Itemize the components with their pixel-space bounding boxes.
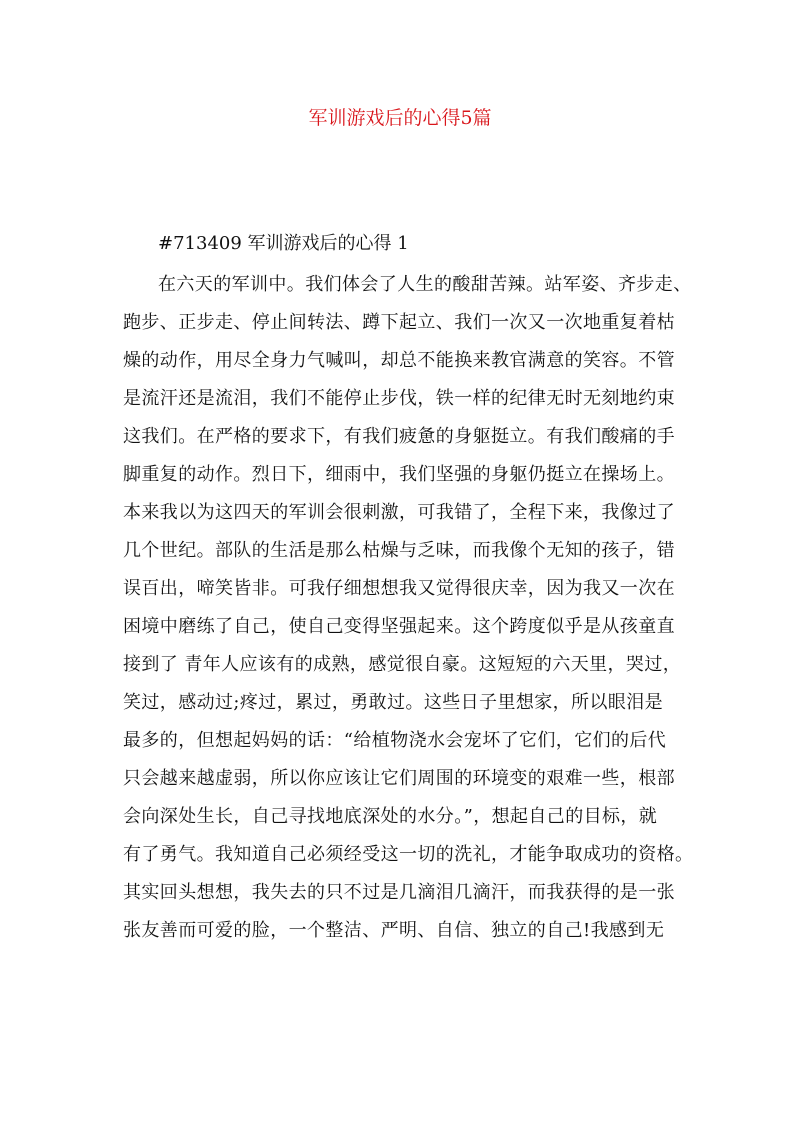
body-text [123,270,694,954]
document-title: 军训游戏后的心得5篇 [308,107,492,129]
paragraph-line: 这我们。在严格的要求下，有我们疲惫的身躯挺立。有我们酸痛的手 [123,426,675,447]
paragraph-line: 有了勇气。我知道自己必须经受这一切的洗礼，才能争取成功的资格。 [123,844,694,865]
paragraph-line: 脚重复的动作。烈日下，细雨中，我们坚强的身躯仍挺立在操场上。 [123,464,675,485]
paragraph-line: 接到了 青年人应该有的成熟，感觉很自豪。这短短的六天里，哭过， [123,654,682,675]
paragraph-line: 在六天的军训中。我们体会了人生的酸甜苦辣。站军姿、齐步走、 [158,274,692,295]
paragraph-line: 其实回头想想，我失去的只不过是几滴泪几滴汗，而我获得的是一张 [123,882,675,903]
paragraph-line: 只会越来越虚弱，所以你应该让它们周围的环境变的艰难一些，根部 [123,768,675,789]
paragraph-line: 本来我以为这四天的军训会很刺激，可我错了，全程下来，我像过了 [123,502,675,523]
paragraph-line: 是流汗还是流泪，我们不能停止步伐，铁一样的纪律无时无刻地约束 [123,388,675,409]
paragraph-line: 张友善而可爱的脸，一个整洁、严明、自信、独立的自己!我感到无 [123,920,665,941]
paragraph-line: 笑过，感动过;疼过，累过，勇敢过。这些日子里想家，所以眼泪是 [123,692,664,713]
paragraph-line: 困境中磨练了自己，使自己变得坚强起来。这个跨度似乎是从孩童直 [123,616,675,637]
paragraph-line: 会向深处生长，自己寻找地底深处的水分。”，想起自己的目标，就 [123,806,658,827]
paragraph-line: 跑步、正步走、停止间转法、蹲下起立、我们一次又一次地重复着枯 [123,312,675,333]
section-heading: #713409 军训游戏后的心得 1 [158,233,409,254]
paragraph-line: 燥的动作，用尽全身力气喊叫，却总不能换来教官满意的笑容。不管 [123,350,675,371]
paragraph-line: 误百出，啼笑皆非。可我仔细想想我又觉得很庆幸，因为我又一次在 [123,578,675,599]
paragraph-line: 最多的，但想起妈妈的话：“给植物浇水会宠坏了它们，它们的后代 [123,730,667,751]
paragraph-line: 几个世纪。部队的生活是那么枯燥与乏味，而我像个无知的孩子，错 [123,540,675,561]
